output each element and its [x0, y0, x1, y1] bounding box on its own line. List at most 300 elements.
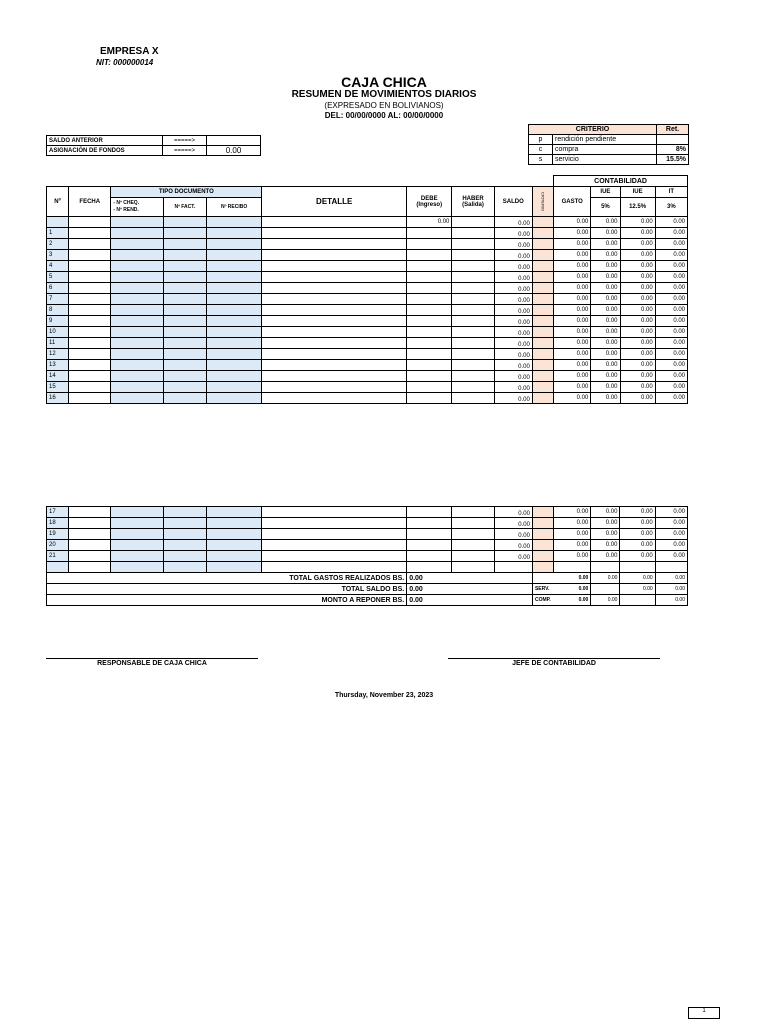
cell-criterio[interactable] — [532, 338, 553, 349]
cell-detalle[interactable] — [262, 371, 407, 382]
col-debe-title: DEBE — [420, 195, 438, 202]
saldo-table — [46, 135, 261, 156]
cell-fecha[interactable] — [69, 551, 111, 562]
cell-recibo[interactable] — [206, 382, 261, 393]
row-number: 14 — [47, 371, 69, 382]
totals-iue5 — [591, 584, 620, 595]
cell-fact[interactable] — [163, 360, 206, 371]
cell-fecha[interactable] — [69, 382, 111, 393]
cell-cheq-rend[interactable] — [111, 316, 163, 327]
cell-cheq-rend[interactable] — [111, 393, 163, 404]
cell-detalle[interactable] — [262, 349, 407, 360]
cell-saldo: 0.00 — [494, 349, 532, 360]
cell-debe[interactable] — [407, 316, 452, 327]
row-number: 20 — [47, 540, 69, 551]
cell-haber[interactable] — [452, 217, 494, 228]
cell-iue125: 0.00 — [620, 349, 655, 360]
cell-detalle[interactable] — [262, 529, 407, 540]
cell-detalle[interactable] — [262, 382, 407, 393]
cell-fecha[interactable] — [69, 540, 111, 551]
cell-criterio[interactable] — [532, 239, 553, 250]
cell-fact[interactable] — [163, 338, 206, 349]
criterio-code: c — [529, 145, 553, 155]
cell-recibo[interactable] — [206, 562, 261, 573]
cell-iue5: 0.00 — [591, 360, 620, 371]
cell-iue125 — [620, 562, 655, 573]
criterio-ret: 8% — [657, 145, 689, 155]
cell-recibo[interactable] — [206, 551, 261, 562]
cell-haber[interactable] — [452, 507, 494, 518]
cell-iue125: 0.00 — [620, 529, 655, 540]
cell-haber[interactable] — [452, 338, 494, 349]
cell-detalle[interactable] — [262, 261, 407, 272]
row-number: 15 — [47, 382, 69, 393]
criterio-desc: rendición pendiente — [553, 135, 657, 145]
cell-cheq-rend[interactable] — [111, 272, 163, 283]
cell-haber[interactable] — [452, 239, 494, 250]
cell-iue125: 0.00 — [620, 272, 655, 283]
saldo-row — [47, 146, 261, 156]
cell-debe[interactable] — [407, 327, 452, 338]
cell-cheq-rend[interactable] — [111, 540, 163, 551]
table-row — [47, 316, 688, 327]
cell-cheq-rend[interactable] — [111, 562, 163, 573]
cell-saldo: 0.00 — [494, 507, 532, 518]
cell-fecha[interactable] — [69, 272, 111, 283]
cell-recibo[interactable] — [206, 261, 261, 272]
cell-fecha[interactable] — [69, 529, 111, 540]
cell-debe[interactable] — [407, 371, 452, 382]
col-it: IT — [655, 187, 687, 198]
cell-cheq-rend[interactable] — [111, 349, 163, 360]
cell-criterio[interactable] — [532, 349, 553, 360]
cell-fact[interactable] — [163, 283, 206, 294]
cell-it: 0.00 — [655, 327, 687, 338]
cell-fact[interactable] — [163, 518, 206, 529]
saldo-label: ASIGNACIÓN DE FONDOS — [47, 146, 163, 156]
cell-fecha[interactable] — [69, 371, 111, 382]
cell-recibo[interactable] — [206, 540, 261, 551]
cell-haber[interactable] — [452, 349, 494, 360]
cell-recibo[interactable] — [206, 393, 261, 404]
cell-criterio[interactable] — [532, 551, 553, 562]
rows-bottom — [47, 507, 688, 573]
row-number: 9 — [47, 316, 69, 327]
cell-debe[interactable] — [407, 272, 452, 283]
cell-debe[interactable] — [407, 562, 452, 573]
cell-recibo[interactable] — [206, 217, 261, 228]
cell-criterio[interactable] — [532, 360, 553, 371]
cell-iue5: 0.00 — [591, 518, 620, 529]
cell-gasto: 0.00 — [554, 393, 591, 404]
col-haber-title: HABER — [462, 195, 484, 202]
cell-fact[interactable] — [163, 562, 206, 573]
cell-detalle[interactable] — [262, 305, 407, 316]
row-number: 5 — [47, 272, 69, 283]
cell-detalle[interactable] — [262, 551, 407, 562]
cell-recibo[interactable] — [206, 283, 261, 294]
cell-cheq-rend[interactable] — [111, 294, 163, 305]
cell-haber[interactable] — [452, 316, 494, 327]
cell-recibo[interactable] — [206, 305, 261, 316]
cell-fecha[interactable] — [69, 217, 111, 228]
cell-fact[interactable] — [163, 371, 206, 382]
cell-criterio[interactable] — [532, 371, 553, 382]
cell-cheq-rend[interactable] — [111, 283, 163, 294]
cell-fecha[interactable] — [69, 294, 111, 305]
cell-haber[interactable] — [452, 540, 494, 551]
cell-criterio[interactable] — [532, 382, 553, 393]
cell-cheq-rend[interactable] — [111, 217, 163, 228]
col-debe — [407, 187, 452, 217]
criterio-desc: servicio — [553, 155, 657, 165]
cell-gasto: 0.00 — [554, 228, 591, 239]
cell-saldo: 0.00 — [494, 382, 532, 393]
cell-debe[interactable] — [407, 540, 452, 551]
col-iue5-pct: 5% — [591, 198, 620, 217]
cell-fact[interactable] — [163, 250, 206, 261]
col-it-pct: 3% — [655, 198, 687, 217]
cell-criterio[interactable] — [532, 327, 553, 338]
cell-iue125: 0.00 — [620, 217, 655, 228]
cell-saldo: 0.00 — [494, 518, 532, 529]
cell-saldo: 0.00 — [494, 250, 532, 261]
cell-fecha[interactable] — [69, 338, 111, 349]
cell-fecha[interactable] — [69, 250, 111, 261]
totals-row — [47, 595, 688, 606]
cell-fecha[interactable] — [69, 261, 111, 272]
col-iue125: IUE — [620, 187, 655, 198]
cell-fecha[interactable] — [69, 228, 111, 239]
row-number: 13 — [47, 360, 69, 371]
totals-tag — [532, 573, 590, 584]
table-row — [47, 228, 688, 239]
criterio-table — [528, 124, 689, 165]
cell-haber[interactable] — [452, 327, 494, 338]
criterio-ret-header: Ret. — [657, 125, 689, 135]
cell-recibo[interactable] — [206, 371, 261, 382]
cell-recibo[interactable] — [206, 228, 261, 239]
cell-fecha[interactable] — [69, 507, 111, 518]
cell-saldo: 0.00 — [494, 316, 532, 327]
cell-debe[interactable] — [407, 228, 452, 239]
cell-it: 0.00 — [655, 540, 687, 551]
cell-haber[interactable] — [452, 371, 494, 382]
cell-fact[interactable] — [163, 551, 206, 562]
cell-it: 0.00 — [655, 250, 687, 261]
cell-fact[interactable] — [163, 272, 206, 283]
cell-haber[interactable] — [452, 360, 494, 371]
cell-debe[interactable] — [407, 261, 452, 272]
cell-criterio[interactable] — [532, 228, 553, 239]
cell-it: 0.00 — [655, 393, 687, 404]
cell-recibo[interactable] — [206, 518, 261, 529]
cell-criterio[interactable] — [532, 316, 553, 327]
cell-haber[interactable] — [452, 228, 494, 239]
cell-debe[interactable] — [407, 382, 452, 393]
cell-debe[interactable] — [407, 393, 452, 404]
cell-iue5: 0.00 — [591, 507, 620, 518]
cell-cheq-rend[interactable] — [111, 518, 163, 529]
totals-it: 0.00 — [655, 595, 687, 606]
cell-it: 0.00 — [655, 507, 687, 518]
cell-debe[interactable] — [407, 283, 452, 294]
cell-fact[interactable] — [163, 239, 206, 250]
cell-detalle[interactable] — [262, 338, 407, 349]
cell-fact[interactable] — [163, 327, 206, 338]
cell-recibo[interactable] — [206, 294, 261, 305]
cell-gasto: 0.00 — [554, 529, 591, 540]
cell-haber[interactable] — [452, 283, 494, 294]
cell-cheq-rend[interactable] — [111, 305, 163, 316]
cell-iue5: 0.00 — [591, 540, 620, 551]
cell-iue125: 0.00 — [620, 338, 655, 349]
totals-tag — [532, 584, 590, 595]
cell-fact[interactable] — [163, 261, 206, 272]
cell-cheq-rend[interactable] — [111, 228, 163, 239]
table-row — [47, 518, 688, 529]
cell-recibo[interactable] — [206, 327, 261, 338]
row-number: 2 — [47, 239, 69, 250]
cell-debe[interactable] — [407, 551, 452, 562]
table-row — [47, 529, 688, 540]
document-title: CAJA CHICA — [341, 74, 427, 90]
cell-fecha[interactable] — [69, 562, 111, 573]
cell-fact[interactable] — [163, 382, 206, 393]
totals-tag-label: SERV. — [534, 586, 550, 592]
cell-debe[interactable] — [407, 294, 452, 305]
cell-criterio[interactable] — [532, 562, 553, 573]
saldo-value[interactable]: 0.00 — [207, 146, 261, 156]
cell-fact[interactable] — [163, 393, 206, 404]
cell-cheq-rend[interactable] — [111, 371, 163, 382]
cell-iue125: 0.00 — [620, 283, 655, 294]
saldo-arrow: =====> — [163, 136, 207, 146]
cell-haber[interactable] — [452, 294, 494, 305]
cell-detalle[interactable] — [262, 518, 407, 529]
cell-fecha[interactable] — [69, 239, 111, 250]
cell-criterio[interactable] — [532, 261, 553, 272]
cell-debe[interactable] — [407, 518, 452, 529]
cell-fecha[interactable] — [69, 349, 111, 360]
saldo-arrow: =====> — [163, 146, 207, 156]
cell-it: 0.00 — [655, 371, 687, 382]
criterio-ret — [657, 135, 689, 145]
rows-top — [47, 217, 688, 404]
cell-fecha[interactable] — [69, 518, 111, 529]
totals-it: 0.00 — [655, 584, 687, 595]
cell-it: 0.00 — [655, 338, 687, 349]
cell-detalle[interactable] — [262, 507, 407, 518]
col-rend: - Nº REND. — [113, 207, 139, 213]
cell-it: 0.00 — [655, 272, 687, 283]
table-row — [47, 261, 688, 272]
criterio-title: CRITERIO — [529, 125, 657, 135]
cell-fact[interactable] — [163, 228, 206, 239]
cell-iue125: 0.00 — [620, 261, 655, 272]
cell-cheq-rend[interactable] — [111, 338, 163, 349]
cell-fact[interactable] — [163, 540, 206, 551]
cell-haber[interactable] — [452, 562, 494, 573]
cell-recibo[interactable] — [206, 239, 261, 250]
table-row — [47, 360, 688, 371]
cell-haber[interactable] — [452, 393, 494, 404]
cell-fecha[interactable] — [69, 283, 111, 294]
cell-criterio[interactable] — [532, 217, 553, 228]
cell-detalle[interactable] — [262, 540, 407, 551]
criterio-code: s — [529, 155, 553, 165]
saldo-value[interactable] — [207, 136, 261, 146]
cell-saldo: 0.00 — [494, 261, 532, 272]
cell-iue125: 0.00 — [620, 316, 655, 327]
cell-gasto: 0.00 — [554, 294, 591, 305]
cell-recibo[interactable] — [206, 250, 261, 261]
cell-criterio[interactable] — [532, 393, 553, 404]
cell-detalle[interactable] — [262, 283, 407, 294]
totals-row — [47, 573, 688, 584]
currency-note: (EXPRESADO EN BOLIVIANOS) — [324, 101, 444, 110]
cell-gasto: 0.00 — [554, 507, 591, 518]
cell-recibo[interactable] — [206, 338, 261, 349]
cell-criterio[interactable] — [532, 250, 553, 261]
cell-debe[interactable] — [407, 529, 452, 540]
cell-cheq-rend[interactable] — [111, 261, 163, 272]
cell-cheq-rend[interactable] — [111, 529, 163, 540]
table-row — [47, 217, 688, 228]
cell-detalle[interactable] — [262, 562, 407, 573]
cell-fecha[interactable] — [69, 305, 111, 316]
cell-debe[interactable] — [407, 239, 452, 250]
cell-it: 0.00 — [655, 349, 687, 360]
cell-fact[interactable] — [163, 305, 206, 316]
cell-recibo[interactable] — [206, 507, 261, 518]
cell-detalle[interactable] — [262, 217, 407, 228]
cell-cheq-rend[interactable] — [111, 507, 163, 518]
cell-criterio[interactable] — [532, 294, 553, 305]
table-row — [47, 393, 688, 404]
cell-detalle[interactable] — [262, 360, 407, 371]
cell-detalle[interactable] — [262, 239, 407, 250]
cell-recibo[interactable] — [206, 316, 261, 327]
row-number: 4 — [47, 261, 69, 272]
cell-haber[interactable] — [452, 551, 494, 562]
cell-criterio[interactable] — [532, 305, 553, 316]
cell-criterio[interactable] — [532, 272, 553, 283]
row-number: 6 — [47, 283, 69, 294]
cell-fact[interactable] — [163, 349, 206, 360]
cell-haber[interactable] — [452, 250, 494, 261]
cell-saldo: 0.00 — [494, 228, 532, 239]
cell-debe[interactable] — [407, 507, 452, 518]
cell-criterio[interactable] — [532, 518, 553, 529]
cell-iue5: 0.00 — [591, 239, 620, 250]
cell-detalle[interactable] — [262, 316, 407, 327]
cell-haber[interactable] — [452, 272, 494, 283]
cell-haber[interactable] — [452, 305, 494, 316]
cell-haber[interactable] — [452, 518, 494, 529]
totals-value: 0.00 — [407, 573, 533, 584]
col-iue125-pct: 12.5% — [620, 198, 655, 217]
totals-iue5: 0.00 — [591, 595, 620, 606]
cell-detalle[interactable] — [262, 272, 407, 283]
col-fact: Nº FACT. — [163, 198, 206, 217]
cell-criterio[interactable] — [532, 507, 553, 518]
cell-gasto: 0.00 — [554, 382, 591, 393]
signature-line-right — [448, 658, 660, 659]
cell-it: 0.00 — [655, 261, 687, 272]
cell-iue5: 0.00 — [591, 371, 620, 382]
cell-fact[interactable] — [163, 294, 206, 305]
cell-debe[interactable] — [407, 250, 452, 261]
cell-fecha[interactable] — [69, 360, 111, 371]
col-tipo-documento: TIPO DOCUMENTO — [111, 187, 262, 198]
cell-cheq-rend[interactable] — [111, 327, 163, 338]
cell-gasto: 0.00 — [554, 327, 591, 338]
cell-debe[interactable] — [407, 360, 452, 371]
cell-fecha[interactable] — [69, 393, 111, 404]
totals-section — [47, 573, 688, 606]
table-row — [47, 327, 688, 338]
cell-fecha[interactable] — [69, 316, 111, 327]
cell-detalle[interactable] — [262, 393, 407, 404]
cell-detalle[interactable] — [262, 228, 407, 239]
cell-fact[interactable] — [163, 316, 206, 327]
cell-debe[interactable]: 0.00 — [407, 217, 452, 228]
cell-cheq-rend[interactable] — [111, 551, 163, 562]
cell-criterio[interactable] — [532, 540, 553, 551]
cell-saldo: 0.00 — [494, 551, 532, 562]
cell-iue5: 0.00 — [591, 316, 620, 327]
cell-cheq-rend[interactable] — [111, 382, 163, 393]
cell-saldo: 0.00 — [494, 239, 532, 250]
cell-criterio[interactable] — [532, 529, 553, 540]
cell-haber[interactable] — [452, 382, 494, 393]
table-row — [47, 507, 688, 518]
cell-debe[interactable] — [407, 349, 452, 360]
cell-cheq-rend[interactable] — [111, 250, 163, 261]
row-number: 17 — [47, 507, 69, 518]
cell-gasto: 0.00 — [554, 239, 591, 250]
cell-detalle[interactable] — [262, 327, 407, 338]
cell-cheq-rend[interactable] — [111, 360, 163, 371]
print-date: Thursday, November 23, 2023 — [334, 692, 434, 699]
cell-recibo[interactable] — [206, 349, 261, 360]
cell-recibo[interactable] — [206, 360, 261, 371]
cell-haber[interactable] — [452, 261, 494, 272]
cell-fact[interactable] — [163, 507, 206, 518]
cell-detalle[interactable] — [262, 294, 407, 305]
cell-fact[interactable] — [163, 217, 206, 228]
cell-detalle[interactable] — [262, 250, 407, 261]
saldo-row — [47, 136, 261, 146]
cell-criterio[interactable] — [532, 283, 553, 294]
row-number — [47, 562, 69, 573]
cell-recibo[interactable] — [206, 272, 261, 283]
col-haber-sub: (Salida) — [462, 201, 484, 208]
totals-label: MONTO A REPONER BS. — [47, 595, 407, 606]
cell-recibo[interactable] — [206, 529, 261, 540]
cell-cheq-rend[interactable] — [111, 239, 163, 250]
cell-haber[interactable] — [452, 529, 494, 540]
cell-iue5: 0.00 — [591, 294, 620, 305]
cell-iue5: 0.00 — [591, 250, 620, 261]
cell-debe[interactable] — [407, 338, 452, 349]
cell-it: 0.00 — [655, 360, 687, 371]
cell-debe[interactable] — [407, 305, 452, 316]
cell-fact[interactable] — [163, 529, 206, 540]
cell-iue125: 0.00 — [620, 507, 655, 518]
cell-fecha[interactable] — [69, 327, 111, 338]
